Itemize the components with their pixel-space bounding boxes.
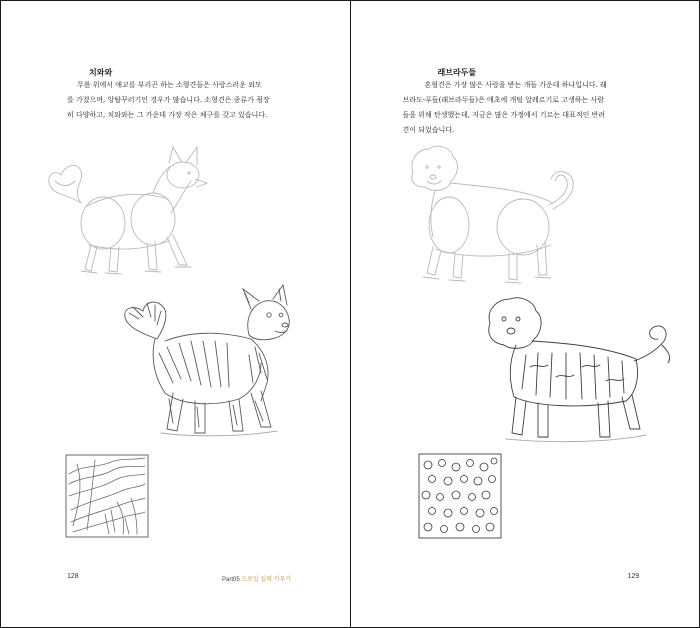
chihuahua-construction-sketch [41, 141, 211, 286]
page-number-right: 129 [627, 573, 640, 580]
body-line: 히 다양하고, 치와와는 그 가운데 가장 작은 체구를 갖고 있습니다. [67, 111, 268, 119]
chihuahua-finished-drawing [121, 283, 296, 443]
body-line: 들을 위해 탄생했는데, 지금은 많은 가정에서 기르는 대표적인 반려 [402, 111, 606, 119]
labradoodle-finished-drawing [486, 297, 676, 447]
section-title-chihuahua: 치와와 [89, 68, 113, 77]
section-title-labradoodle: 래브라두들 [437, 68, 477, 77]
body-line: 브라도-푸들(래브라두들)은 애초에 개털 알레르기로 고생하는 사람 [402, 96, 605, 104]
body-line: 를 가졌으며, 앙탈꾸러기인 경우가 많습니다. 소형견은 종류가 굉장 [67, 96, 270, 104]
running-head [222, 574, 291, 583]
body-text-labradoodle [403, 78, 643, 138]
body-line: 혼혈견은 가장 많은 사랑을 받는 개들 가운데 하나입니다. 래 [424, 81, 607, 89]
body-line: 무릎 위에서 애교를 부리곤 하는 소형견들은 사랑스러운 외모 [77, 81, 262, 89]
page-number-left: 128 [67, 573, 79, 580]
running-head-chapter: 드로잉 실력 키우기 [241, 577, 292, 583]
left-page [1, 1, 351, 627]
body-line: 견이 되었습니다. [402, 126, 455, 134]
labradoodle-construction-sketch [405, 141, 585, 291]
right-page [351, 1, 700, 627]
chihuahua-fur-texture-swatch [65, 454, 149, 538]
running-head-part: Part05 [222, 577, 240, 583]
labradoodle-fur-texture-swatch [418, 453, 502, 539]
body-text-chihuahua [67, 78, 307, 123]
